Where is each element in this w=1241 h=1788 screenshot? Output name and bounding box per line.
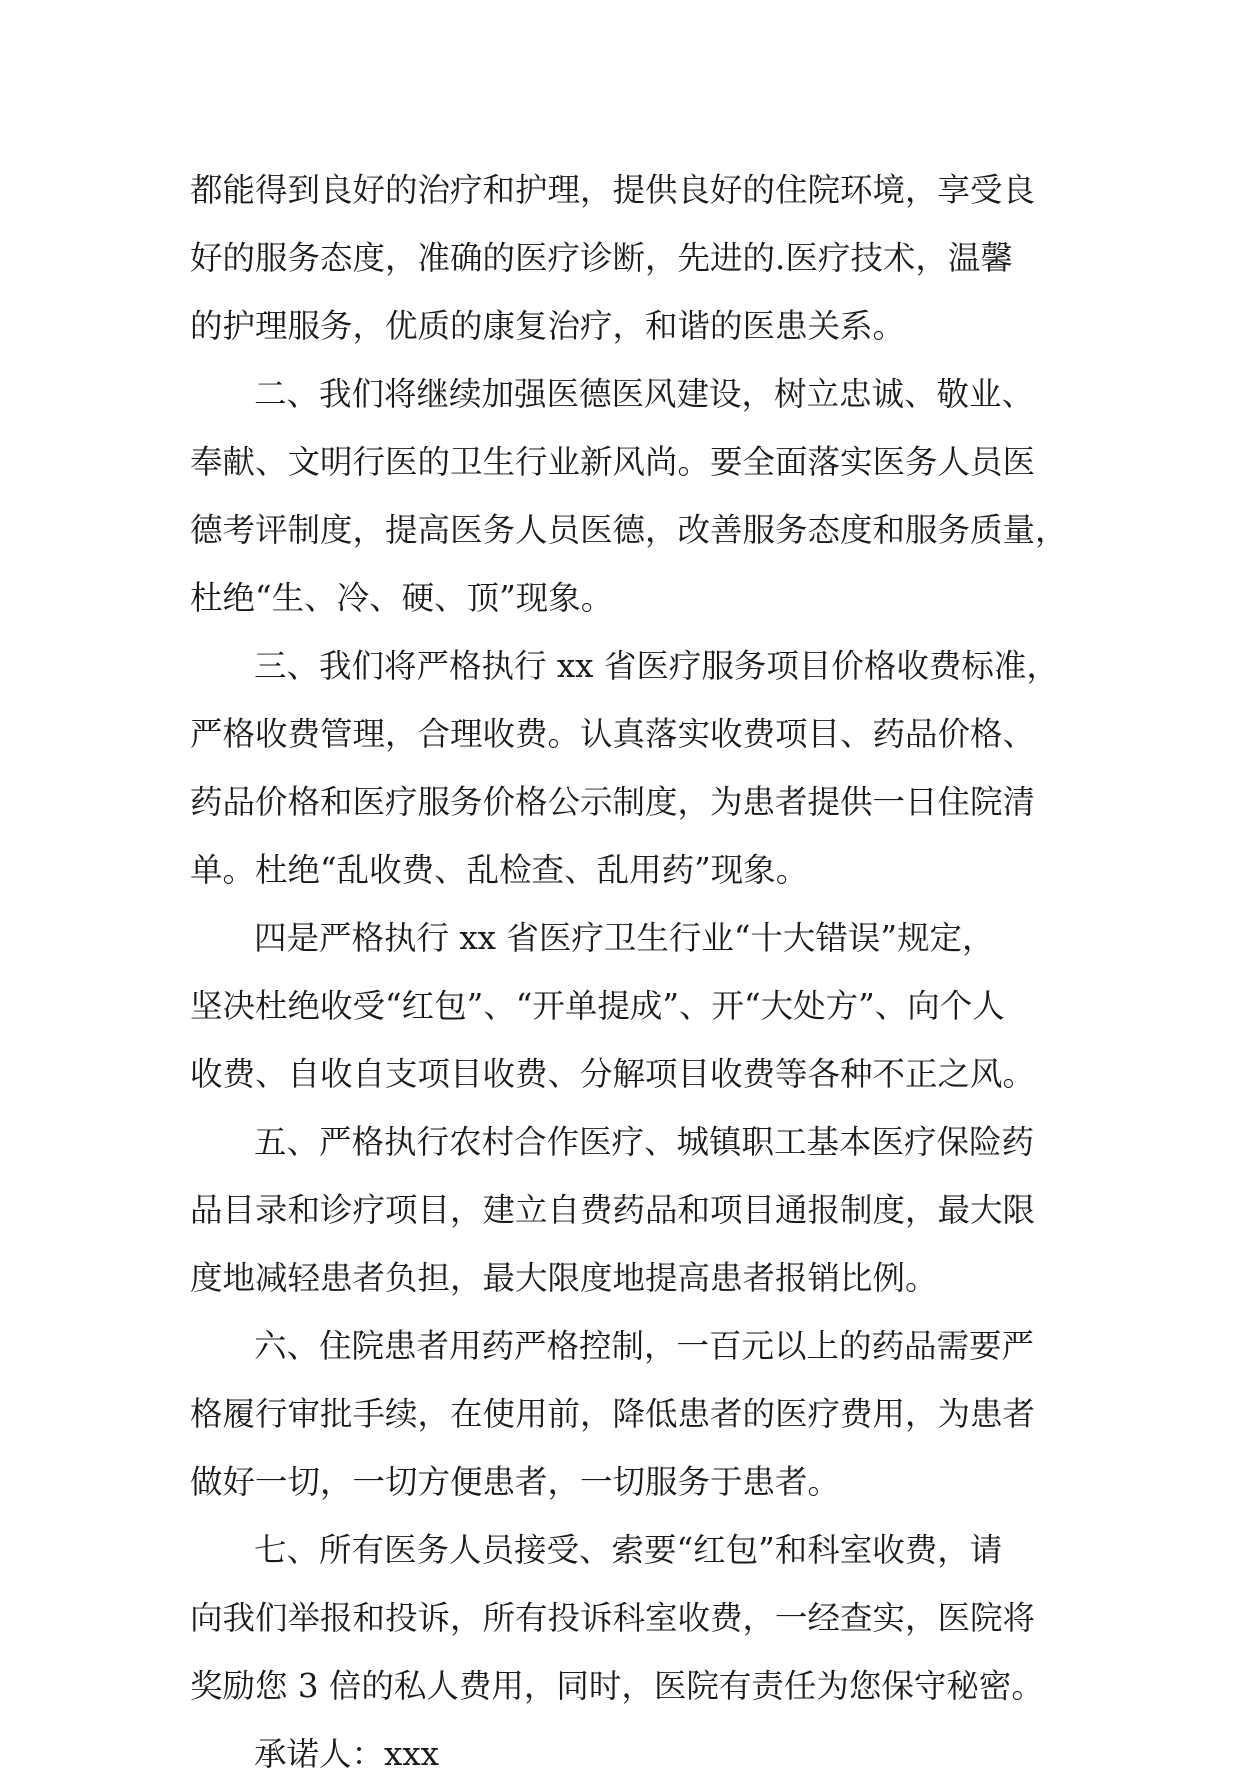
text-line: 奉献、文明行医的卫生行业新风尚。要全面落实医务人员医: [190, 443, 1036, 481]
text-line: 药品价格和医疗服务价格公示制度，为患者提供一日住院清: [190, 783, 1036, 821]
text-line: 度地减轻患者负担，最大限度地提高患者报销比例。: [190, 1259, 938, 1297]
paragraph-6: [190, 1312, 1070, 1516]
text-line: 七、所有医务人员接受、索要“红包”和科室收费，请: [254, 1531, 1003, 1569]
text-line: 单。杜绝“乱收费、乱检查、乱用药”现象。: [190, 851, 809, 889]
text-line: 严格收费管理，合理收费。认真落实收费项目、药品价格、: [190, 715, 1036, 753]
paragraph-3: [190, 632, 1070, 904]
text-line: 都能得到良好的治疗和护理，提供良好的住院环境，享受良: [190, 171, 1036, 209]
text-line: 二、我们将继续加强医德医风建设，树立忠诚、敬业、: [254, 375, 1035, 413]
paragraph-4: [190, 904, 1070, 1108]
text-line: 做好一切，一切方便患者，一切服务于患者。: [190, 1463, 841, 1501]
text-line: 三、我们将严格执行 xx 省医疗服务项目价格收费标准，: [254, 647, 1059, 685]
paragraph-2: [190, 360, 1070, 632]
document-body: [190, 156, 1070, 1788]
paragraph-7: [190, 1516, 1070, 1720]
text-line: 的护理服务，优质的康复治疗，和谐的医患关系。: [190, 307, 906, 345]
text-line: 坚决杜绝收受“红包”、“开单提成”、开“大处方”、向个人: [190, 987, 1005, 1025]
text-line: 四是严格执行 xx 省医疗卫生行业“十大错误”规定，: [254, 919, 995, 957]
text-line: 德考评制度，提高医务人员医德，改善服务态度和服务质量，: [190, 511, 1068, 549]
text-line: 向我们举报和投诉，所有投诉科室收费，一经查实，医院将: [190, 1599, 1036, 1637]
signature-line: 承诺人：xxx: [254, 1735, 439, 1773]
text-line: 奖励您 3 倍的私人费用，同时，医院有责任为您保守秘密。: [190, 1667, 1044, 1705]
text-line: 格履行审批手续，在使用前，降低患者的医疗费用，为患者: [190, 1395, 1036, 1433]
text-line: 品目录和诊疗项目，建立自费药品和项目通报制度，最大限: [190, 1191, 1036, 1229]
text-line: 收费、自收自支项目收费、分解项目收费等各种不正之风。: [190, 1055, 1036, 1093]
text-line: 五、严格执行农村合作医疗、城镇职工基本医疗保险药: [254, 1123, 1035, 1161]
text-line: 好的服务态度，准确的医疗诊断，先进的.医疗技术，温馨: [190, 239, 1013, 277]
text-line: 杜绝“生、冷、硬、顶”现象。: [190, 579, 614, 617]
paragraph-1: [190, 156, 1070, 360]
paragraph-5: [190, 1108, 1070, 1312]
text-line: 六、住院患者用药严格控制，一百元以上的药品需要严: [254, 1327, 1035, 1365]
